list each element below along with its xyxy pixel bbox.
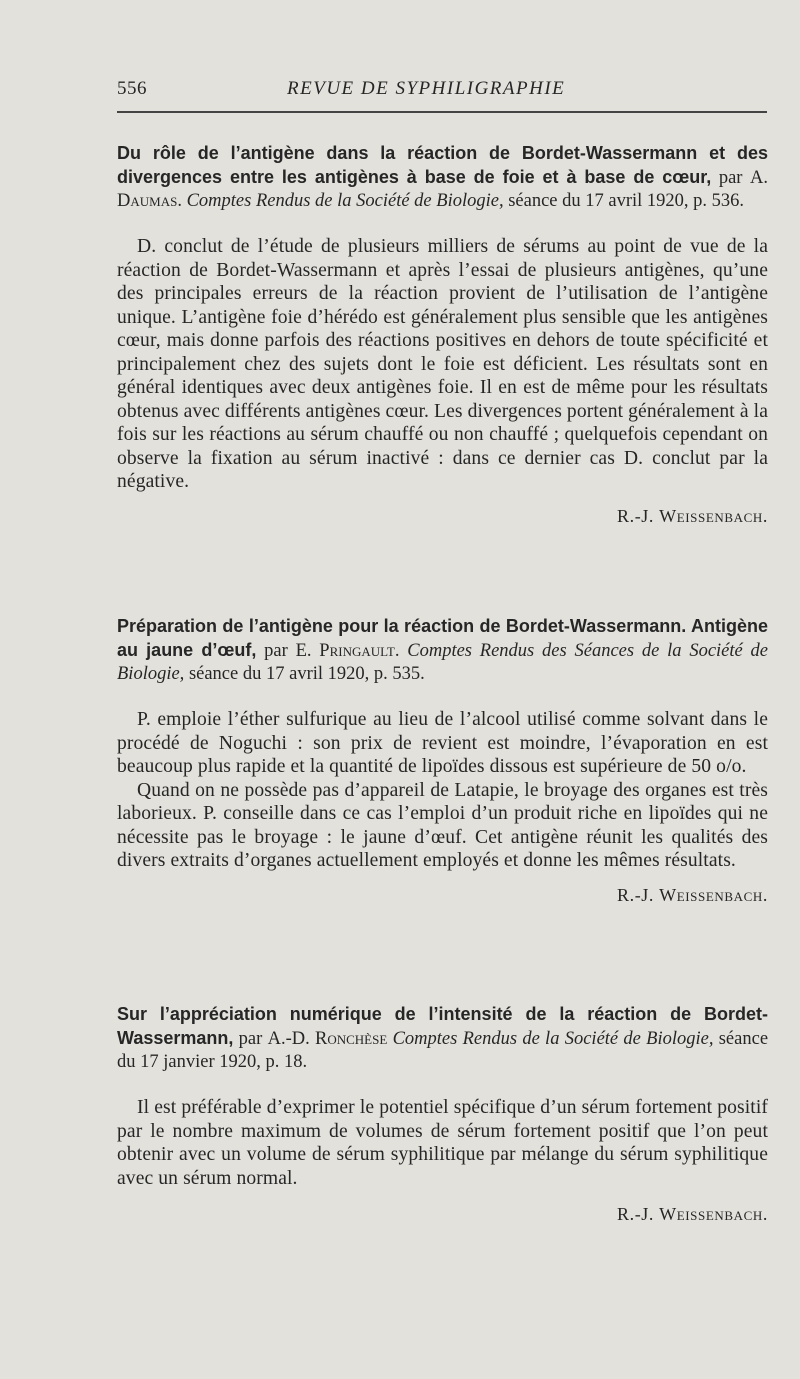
article-heading bbox=[117, 1003, 768, 1074]
article-publication: Comptes Rendus de la Société de Biologie, bbox=[186, 191, 504, 211]
article-paragraph: Il est préférable d’exprimer le potentiel spécifique d’un sérum fortement positif par le nombre maximum de volumes de sérum fortement positif que l’on peut obtenir avec un volume de sérum syphilitique par mélange du sérum syphilitique avec un sérum normal. bbox=[117, 1097, 768, 1189]
signature-initials: R.-J. bbox=[617, 1204, 655, 1224]
page-number: 556 bbox=[117, 78, 147, 99]
journal-title: REVUE DE SYPHILIGRAPHIE bbox=[287, 78, 566, 99]
article-by: par bbox=[238, 1029, 263, 1049]
article-publication: Comptes Rendus de la Société de Biologie, bbox=[392, 1029, 714, 1049]
article-paragraph: D. conclut de l’étude de plusieurs milliers de sérums au point de vue de la réaction de Bordet-Wassermann et après l’essai de plusieurs antigènes, qu’une des principales erreurs de la réaction provient de l’utilisation de l’antigène unique. L’antigène foie d’hérédo est généralement plus sensible que les antigènes cœur, mais donne parfois des réactions positives en dehors de toute spécificité et principalement chez des sujets dont le foie est déficient. Les résultats sont en général identiques avec deux antigènes foie. Il en est de même pour les résultats obtenus avec différents antigènes cœur. Les divergences portent généralement à la fois sur les réactions au sérum chauffé ou non chauffé ; quelquefois cependant on observe la fixation au sérum inactivé : dans ce dernier cas D. conclut par la négative. bbox=[117, 236, 768, 492]
article-title: Préparation de l’antigène pour la réaction de Bordet-Wassermann. Antigène au jaune d’œuf, bbox=[117, 616, 768, 660]
article-signature bbox=[117, 885, 768, 906]
article-by: par bbox=[718, 168, 743, 188]
article-by: par bbox=[264, 641, 288, 661]
article-signature bbox=[117, 1204, 768, 1225]
signature-name: Weissenbach. bbox=[659, 505, 768, 526]
article-heading bbox=[117, 615, 768, 686]
signature-name: Weissenbach. bbox=[659, 1204, 768, 1224]
article-heading bbox=[117, 142, 768, 213]
running-head bbox=[117, 78, 767, 108]
article-3 bbox=[117, 1003, 768, 1225]
article-citation: séance du 17 avril 1920, p. 536. bbox=[508, 191, 745, 211]
article-author: A.-D. Ronchèse bbox=[267, 1029, 388, 1049]
article-paragraph: P. emploie l’éther sulfurique au lieu de l’alcool utilisé comme solvant dans le procédé de Noguchi : son prix de revient est moindre, l’évaporation en est beaucoup plus rapide et la quantité de lipoïdes dissous est supérieure de 50 o/o. bbox=[117, 709, 768, 777]
article-2 bbox=[117, 615, 768, 906]
article-publication: Comptes Rendus des Séances de la Société de Biologie, bbox=[117, 641, 769, 684]
article-paragraph: Quand on ne possède pas d’appareil de Latapie, le broyage des organes est très laborieux. P. conseille dans ce cas l’emploi d’un produit riche en lipoïdes qui ne nécessite pas le broyage : le jaune d’œuf. Cet antigène réunit les qualités des divers extraits d’organes actuellement employés et donne les mêmes résultats. bbox=[117, 779, 768, 871]
article-author: E. Pringault. bbox=[295, 641, 400, 661]
article-citation: séance du 17 janvier 1920, p. 18. bbox=[117, 1029, 769, 1072]
article-1 bbox=[117, 142, 768, 527]
article-citation: séance du 17 avril 1920, p. 535. bbox=[188, 664, 425, 684]
signature-initials: R.-J. bbox=[617, 884, 655, 905]
article-author: A. Daumas. bbox=[117, 168, 768, 211]
article-title: Du rôle de l’antigène dans la réaction de Bordet-Wassermann et des divergences entre les antigènes à base de foie et à base de cœur, bbox=[117, 143, 768, 187]
header-rule bbox=[117, 111, 767, 113]
signature-name: Weissenbach. bbox=[659, 884, 768, 905]
article-title: Sur l’appréciation numérique de l’intensité de la réaction de Bordet-Wassermann, bbox=[117, 1004, 768, 1048]
article-signature bbox=[117, 506, 768, 527]
signature-initials: R.-J. bbox=[617, 505, 655, 526]
